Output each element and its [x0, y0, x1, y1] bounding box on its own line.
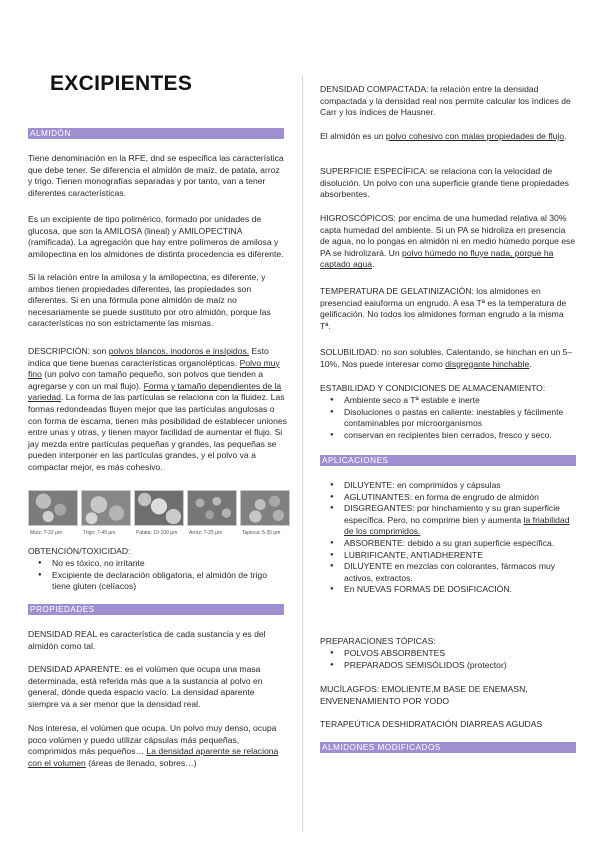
micrograph-image	[187, 490, 237, 526]
section-heading-almidones-modificados: ALMIDONES MODIFICADOS	[320, 742, 576, 753]
list-item: ● POLVOS ABSORBENTES	[320, 648, 576, 660]
volumen-underline: La densidad aparente se relaciona con el volumen	[28, 746, 279, 768]
cohesivo-underline: polvo cohesivo con malas propiedades de flujo	[385, 131, 565, 141]
paragraph-intro-2: Es un excipiente de tipo polimérico, formado por unidades de glucosa, que son la AMILOSA (lineal) y AMILOPECTINA (ramificada). La agregación que hay entre polímeros de amilosa y amilopectina en los almidones de distinta procedencia es diferente.	[28, 214, 284, 259]
preparaciones-heading: PREPARACIONES TÓPICAS:	[320, 636, 436, 646]
section-heading-propiedades: PROPIEDADES	[28, 604, 284, 615]
paragraph-terapeutica: TERAPEÚTICA DESHIDRATACIÓN DIARREAS AGUDAS	[320, 719, 543, 729]
paragraph-cohesivo	[320, 131, 576, 143]
higroscopicos-text: HIGROSCÓPICOS: por encima de una humedad relativa al 30% capta humedad del ambiente. Si un PA se hidroliza en presencia de agua, no lo pongas en almidón ni en medio húmedo porque ese PA se hidrolizará. Un	[320, 213, 576, 258]
micrograph-image	[134, 490, 184, 526]
paragraph-intro-3: Si la relación entre la amilosa y la amilopectina, es diferente, y ambos tienen propiedades diferentes, las propiedades son diferentes. Si en una fórmula pone almidón de maíz no necesariamente se puede sustituto por otro almidón, porque las características no son estrictamente las mismas.	[28, 272, 271, 329]
micrograph-caption: Trigo: 7-45 µm	[83, 530, 116, 536]
paragraph-descripcion	[28, 346, 288, 474]
page-title: EXCIPIENTES	[50, 72, 193, 95]
micrograph-image	[81, 490, 131, 526]
paragraph-temperatura: TEMPERATURA DE GELATINIZACIÓN: los almidones en presenciad eaiuforma un engrudo. A esa Tª es la temperatura de gelificación. No todos los almidones forman engrudo a la misma Tª.	[320, 286, 567, 331]
list-item: ● LUBRIFICANTE, ANTIADHERENTE	[320, 550, 576, 562]
list-item: ● PREPARADOS SEMISÓLIDOS (protector)	[320, 660, 576, 672]
column-divider	[302, 76, 303, 832]
list-item: ● En NUEVAS FORMAS DE DOSIFICACIÓN.	[320, 584, 576, 596]
paragraph-superficie: SUPERFICIE ESPECÍFICA: se relaciona con la velocidad de disolución. Un polvo con una superficie grande tiene propiedades absorbentes.	[320, 166, 569, 200]
paragraph-densidad-aparente: DENSIDAD APARENTE: es el volúmen que ocupa una masa determinada, está referida más que a la sustancia al polvo en general, dónde queda espacio vacío. La densidad aparente siempre va a ser menor que la densidad real.	[28, 664, 263, 709]
paragraph-intro-1: Tiene denominación en la RFE, dnd se especifica las característica que debe tener. Se diferencia el almidón de maíz, de patata, arroz y trigo. Tienen monografías separadas y por tanto, van a tener diferentes características.	[28, 153, 284, 198]
solubilidad-text: .	[529, 358, 532, 369]
preparaciones-list	[320, 648, 576, 671]
list-item	[320, 503, 576, 538]
descripcion-text: son	[90, 346, 109, 356]
paragraph-densidad-compactada: DENSIDAD COMPACTADA: la relación entre la densidad compactada y la densidad real nos permite calcular los índices de Carr y los índices de Hausner.	[320, 84, 571, 118]
list-item: ● Excipiente de declaración obligatoria, el almidón de trigo tiene gluten (celíacos)	[28, 570, 284, 593]
list-item: ● Disoluciones o pastas en caliente: inestables y fácilmente contaminables por microorganismos	[320, 407, 580, 430]
aplicaciones-text: DISGREGANTES: por hinchamiento y su gran superficie específica. Pero, no comprime bien y aumenta	[344, 503, 560, 525]
micrograph-caption: Patata: 10-100 µm	[136, 530, 178, 536]
descripcion-text: Esto indica que tiene buenas características organolépticas.	[28, 346, 269, 368]
section-heading-almidon: ALMIDÓN	[28, 128, 284, 139]
list-item: ● AGLUTINANTES: en forma de engrudo de almidón	[320, 492, 576, 504]
list-item: ● Ambiente seco a Tª estable e inerte	[320, 395, 580, 407]
obtencion-list	[28, 558, 284, 593]
descripcion-underline: Forma y tamaño dependientes de la variedad	[28, 380, 282, 403]
volumen-text: Nos interesa, el volúmen que ocupa. Un polvo muy denso, ocupa poco volúmen y puedo utilizar cápsulas más pequeñas, comprimidos más pequeños…	[28, 723, 277, 757]
paragraph-densidad-real: DENSIDAD REAL es característica de cada sustancia y es del almidón como tal.	[28, 629, 266, 651]
list-item: ● DILUYENTE en mezclas con colorantes, fármacos muy activos, extractos.	[320, 561, 576, 584]
micrograph-caption: Tapioca: 5-35 µm	[242, 530, 281, 536]
higroscopicos-underline: polvo húmedo no fluye nada, porque ha captado agua	[320, 247, 554, 270]
cohesivo-text: .	[564, 131, 567, 141]
micrograph-image	[240, 490, 290, 526]
paragraph-solubilidad	[320, 347, 576, 370]
aplicaciones-underline: la friabilidad de los comprimidos.	[344, 514, 570, 537]
micrograph-image	[28, 490, 78, 526]
higroscopicos-text: .	[372, 259, 375, 270]
section-heading-aplicaciones: APLICACIONES	[320, 455, 576, 466]
estabilidad-heading: ESTABILIDAD Y CONDICIONES DE ALMACENAMIENTO:	[320, 383, 546, 393]
obtencion-heading: OBTENCIÓN/TOXICIDAD:	[28, 546, 131, 556]
descripcion-text: . La forma de las partículas se relaciona con la fluidez. Las formas redondeadas fluyen mejor que las partículas angulosas o con forma de escama, tienen más posibilidad de establecer uniones entre unas y otras, y tienen mayor facilidad de aumentar el flujo. Si jay mezda entre partículas pequeñas y grandes, las pequeñas se pueden interponer en las partículas grandes, y el polvo va a compactar mejor, es más cohesivo.	[28, 392, 287, 472]
paragraph-higroscopicos	[320, 213, 576, 271]
solubilidad-underline: disgregante hinchable	[445, 358, 530, 369]
micrograph-caption: Arroz: 7-25 µm	[189, 530, 223, 536]
cohesivo-text: El almidón es un	[320, 131, 386, 141]
estabilidad-list	[320, 395, 580, 441]
list-item: ● ABSORBENTE: debido a su gran superficie específica.	[320, 538, 576, 550]
aplicaciones-list	[320, 480, 576, 596]
micrograph-caption: Maíz: 7-32 µm	[30, 530, 63, 536]
descripcion-text: (un polvo con tamaño pequeño, son polvos que tienden a agregarse y con un mal flujo).	[28, 369, 264, 391]
paragraph-mucilagos: MUCÍLAGFOS: EMOLIENTE,M BASE DE ENEMASN, ENVENENAMIENTO POR YODO	[320, 684, 528, 706]
descripcion-label: DESCRIPCIÓN:	[28, 346, 91, 356]
list-item: ● conservan en recipientes bien cerrados, fresco y seco.	[320, 430, 580, 442]
starch-micrograph-strip	[28, 490, 292, 538]
descripcion-underline: Polvo muy fino	[28, 357, 280, 380]
descripcion-underline: polvos blancos, inodoros e insípidos.	[108, 346, 250, 356]
paragraph-volumen	[28, 723, 284, 769]
volumen-text: (áreas de llenado, sobres…)	[85, 757, 197, 768]
solubilidad-text: SOLUBILIDAD: no son solubles. Calentando, se hinchan en un 5–10%. Nos puede interesar como	[320, 347, 573, 369]
list-item: ● No es tóxico, no irritante	[28, 558, 284, 570]
list-item: ● DILUYENTE: en comprimidos y cápsulas	[320, 480, 576, 492]
